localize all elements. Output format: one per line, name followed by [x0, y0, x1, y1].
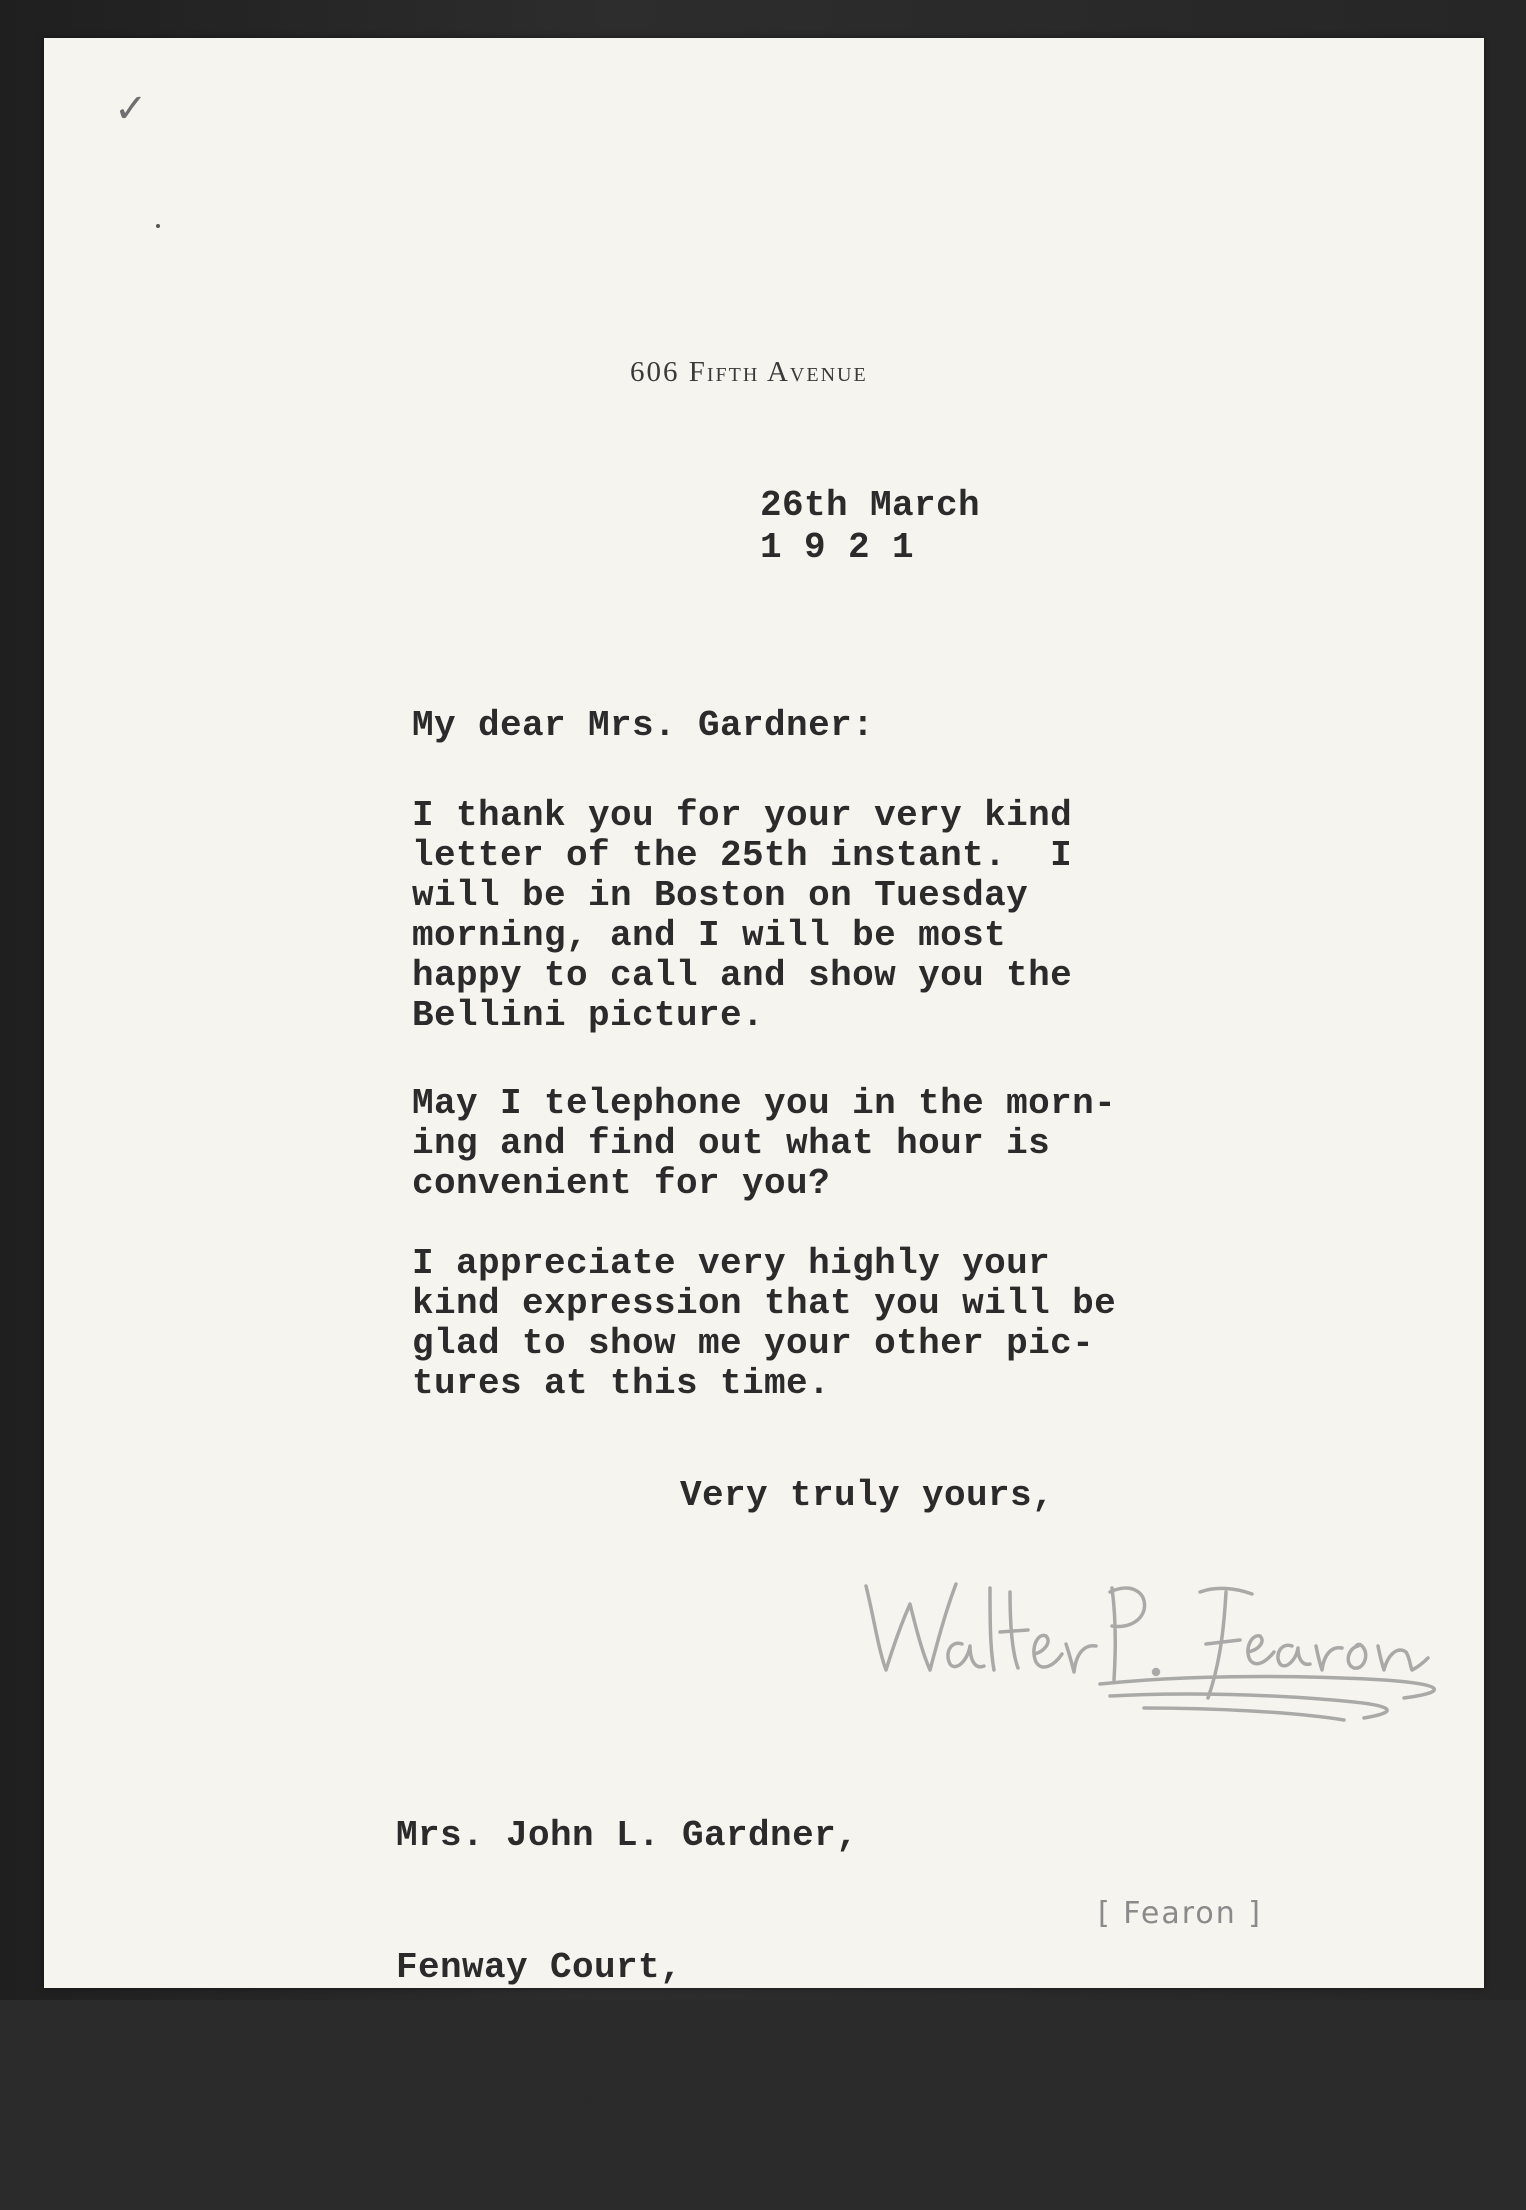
date-year: 1 9 2 1	[760, 527, 915, 568]
letter-sheet	[44, 38, 1484, 2120]
recipient-street: Fenway Court,	[396, 1947, 683, 1988]
archive-pencil-note: [ Fearon ]	[1098, 1896, 1262, 1931]
recipient-city: Boston, Mass.	[396, 2079, 683, 2120]
closing: Very truly yours,	[680, 1475, 1055, 1516]
body-paragraph-2: May I telephone you in the morn- ing and find out what hour is convenient for you?	[412, 1083, 1117, 1204]
salutation: My dear Mrs. Gardner:	[412, 705, 875, 746]
handwritten-signature	[844, 1548, 1464, 1738]
letterhead-address: 606 Fifth Avenue	[630, 356, 868, 388]
body-paragraph-3: I appreciate very highly your kind expression that you will be glad to show me your other pic- tures at this time.	[412, 1243, 1117, 1404]
check-mark-icon: ✓	[114, 86, 148, 132]
recipient-address	[396, 1726, 858, 2210]
recipient-name: Mrs. John L. Gardner,	[396, 1815, 859, 1856]
date-day-month: 26th March	[760, 485, 981, 526]
paper-speck	[156, 224, 160, 228]
body-paragraph-1: I thank you for your very kind letter of the 25th instant. I will be in Boston on Tuesday morning, and I will be most happy to call and show you the Bellini picture.	[412, 795, 1073, 1036]
